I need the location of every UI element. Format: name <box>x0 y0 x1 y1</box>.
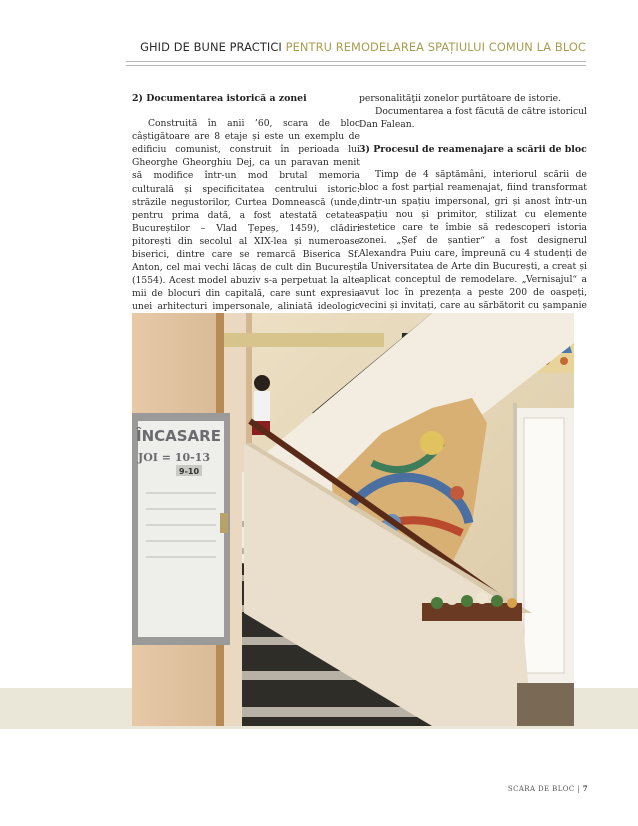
history-continuation: personalităţii zonelor purtătoare de istorie. <box>359 93 562 104</box>
history-credit: Documentarea a fost făcută de către istoricul Dan Falean. <box>359 106 587 131</box>
notice-hours: JOI = 10-13 <box>138 451 210 464</box>
section-heading-history: 2) Documentarea istorică a zonei <box>132 93 307 104</box>
left-column <box>132 92 360 340</box>
header-subtitle: PENTRU REMODELAREA SPAȚIULUI COMUN LA BLOC <box>285 40 586 54</box>
notice-small: 9-10 <box>179 467 200 476</box>
staircase-photo-drawing <box>132 313 574 726</box>
footer-label: SCARA DE BLOC <box>507 785 575 793</box>
running-header <box>126 40 586 54</box>
section-heading-renovation: 3) Procesul de reamenajare a scării de bloc <box>359 144 587 156</box>
page-number: 7 <box>582 784 588 793</box>
header-title: GHID DE BUNE PRACTICI <box>140 40 282 54</box>
notice-title: ÎNCASARE <box>136 427 221 445</box>
header-rule-bottom <box>126 65 586 66</box>
page-footer <box>508 784 588 793</box>
right-column <box>359 92 587 326</box>
staircase-photo <box>132 313 574 726</box>
header-rule-top <box>126 61 586 62</box>
footer-separator: | <box>577 785 581 793</box>
history-paragraph: Construită în anii ’60, scara de bloc câștigătoare are 8 etaje și este un exemplu de edificiu comunist, construit în perioada lui Gheorghe Gheorghiu Dej, ca un paravan menit să modifice într-un mod brutal memoria culturală și specificitatea centrului istoric: străzile negustorilor, Curtea Domnească (unde, pentru prima dată, a fost atestată cetatea Bucureștilor – Vlad Țepeș, 1459), clădiri pitorești din secolul al XIX-lea și numeroase biserici, dintre care se remarcă Biserica Sf. Anton, cel mai vechi lăcaș de cult din București (1554). Acest model abuziv s-a perpetuat la alte mii de blocuri din capitală, care sunt expresia unei arhitecturi impersonale, aliniată ideologic <box>132 118 360 313</box>
renovation-paragraph: Timp de 4 săptămâni, interiorul scării de bloc a fost parțial reamenajat, fiind transformat dintr-un spațiu impersonal, gri și anost într-un spațiu nou și primitor, stilizat cu elemente estetice care te îmbie să redescoperi istoria zonei. „Șef de șantier“ a fost designerul Alexandra Puiu care, împreună cu 4 studenți de la Universitatea de Arte din București, a creat și aplicat conceptul de remodelare. „Vernisajul“ a avut loc în prezența a peste 200 de oaspeți, vecini și invitați, care au sărbătorit cu șampanie <box>359 169 587 312</box>
